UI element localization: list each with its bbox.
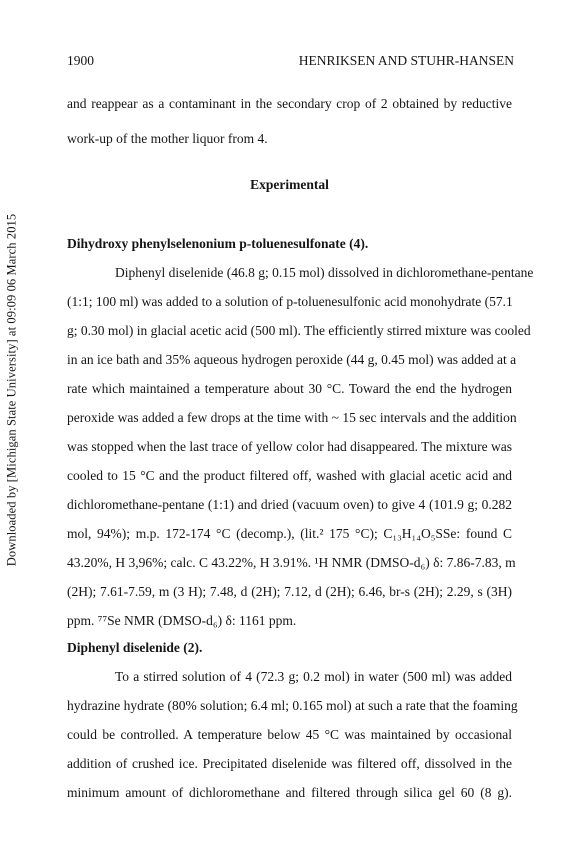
compound-4-title: Dihydroxy phenylselenonium p-toluenesulfonate (4). [67,236,369,251]
compound-4-line-7: was stopped when the last trace of yellow color had disappeared. The mixture was [67,439,512,454]
intro-line-1: and reappear as a contaminant in the secondary crop of 2 obtained by reductive [67,96,512,111]
running-title: HENRIKSEN AND STUHR-HANSEN [298,53,514,68]
compound-4-line-4: in an ice bath and 35% aqueous hydrogen peroxide (44 g, 0.45 mol) was added at a [67,352,517,367]
compound-2-title: Diphenyl diselenide (2). [67,640,203,655]
compound-2-line-3: could be controlled. A temperature below 45 °C was maintained by occasional [67,727,512,742]
compound-2-line-1: To a stirred solution of 4 (72.3 g; 0.2 mol) in water (500 ml) was added [115,669,512,684]
compound-2-line-4: addition of crushed ice. Precipitated diselenide was filtered off, dissolved in the [67,756,512,771]
compound-2-line-5: minimum amount of dichloromethane and filtered through silica gel 60 (8 g). [67,785,512,800]
page-number: 1900 [67,53,94,68]
intro-line-2: work-up of the mother liquor from 4. [67,131,268,146]
download-watermark-text: Downloaded by [Michigan State University] at 09:09 06 March 2015 [4,213,19,567]
compound-4-line-9: dichloromethane-pentane (1:1) and dried (vacuum oven) to give 4 (101.9 g; 0.282 [67,497,512,512]
compound-4-line-1: Diphenyl diselenide (46.8 g; 0.15 mol) dissolved in dichloromethane-pentane [115,265,534,280]
compound-4-line-5: rate which maintained a temperature about 30 °C. Toward the end the hydrogen [67,381,512,396]
compound-4-line-13: ppm. ⁷⁷Se NMR (DMSO-d₆) δ: 1161 ppm. [67,613,297,628]
compound-4-line-12: (2H); 7.61-7.59, m (3 H); 7.48, d (2H); 7.12, d (2H); 6.46, br-s (2H); 2.29, s (3H) [67,584,512,599]
compound-4-line-6: peroxide was added a few drops at the time with ~ 15 sec intervals and the addition [67,410,517,425]
compound-4-line-10: mol, 94%); m.p. 172-174 °C (decomp.), (lit.² 175 °C); C₁₃H₁₄O₅SSe: found C [67,526,512,541]
compound-4-line-3: g; 0.30 mol) in glacial acetic acid (500 ml). The efficiently stirred mixture was cooled [67,323,531,338]
section-heading: Experimental [250,177,329,192]
running-header [67,52,514,70]
download-watermark [2,130,22,650]
compound-4-line-8: cooled to 15 °C and the product filtered off, washed with glacial acetic acid and [67,468,512,483]
compound-4-line-11: 43.20%, H 3,96%; calc. C 43.22%, H 3.91%. ¹H NMR (DMSO-d₆) δ: 7.86-7.83, m [67,555,516,570]
compound-2-line-2: hydrazine hydrate (80% solution; 6.4 ml; 0.165 mol) at such a rate that the foaming [67,698,518,713]
compound-4-line-2: (1:1; 100 ml) was added to a solution of p-toluenesulfonic acid monohydrate (57.1 [67,294,513,309]
